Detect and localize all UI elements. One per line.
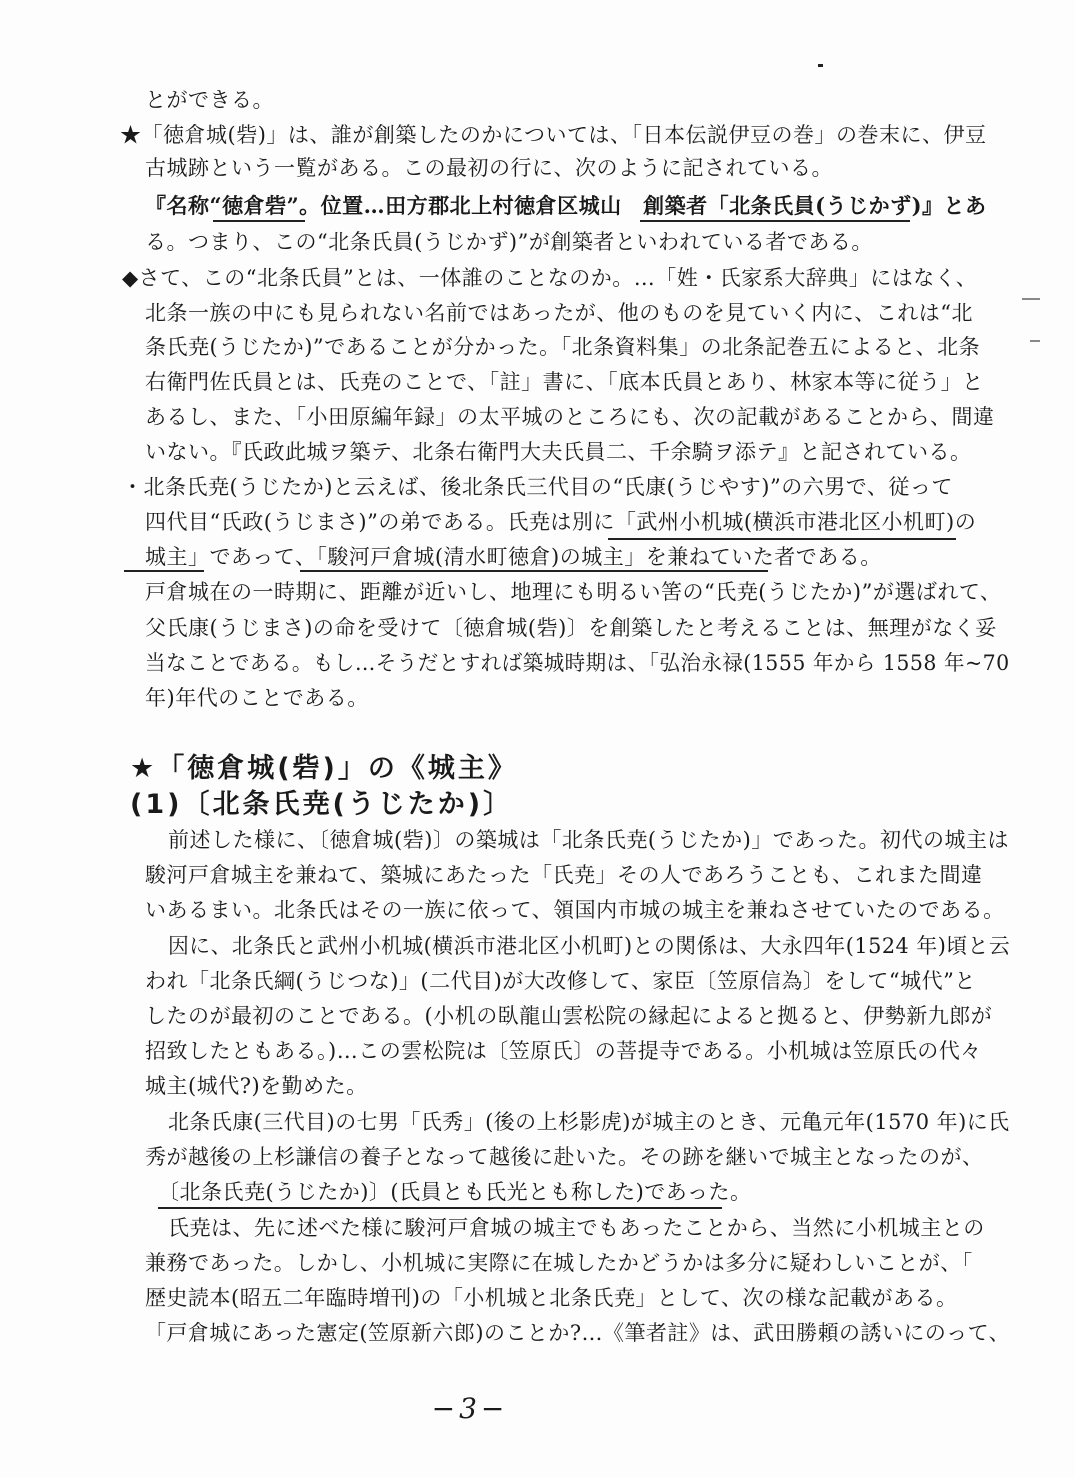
text-line: 「戸倉城にあった憲定(笠原新六郎)のことか?…《筆者註》は、武田勝頼の誘いにのって、 bbox=[145, 1321, 1011, 1345]
text-line: 〔北条氏尭(うじたか)〕(氏員とも氏光とも称した)であった。 bbox=[158, 1180, 752, 1204]
text-line: 当なことである。もし…そうだとすれば築城時期は、「弘治永禄(1555 年から 1558 年~70 bbox=[145, 651, 1010, 675]
underline bbox=[158, 1207, 722, 1209]
text-line: ◆さて、この“北条氏員”とは、一体誰のことなのか。…「姓・氏家系大辞典」にはなく、 bbox=[122, 266, 978, 290]
text-line: 招致したともある。)…この雲松院は〔笠原氏〕の菩提寺である。小机城は笠原氏の代々 bbox=[145, 1039, 982, 1063]
text-line: われ「北条氏綱(うじつな)」(二代目)が大改修して、家臣〔笠原信為〕をして“城代”と bbox=[145, 969, 976, 993]
subsection-heading: (1)〔北条氏尭(うじたか)〕 bbox=[130, 789, 514, 820]
page-number: −3− bbox=[431, 1392, 509, 1425]
underline bbox=[124, 570, 204, 572]
text-line: 条氏尭(うじたか)”であることが分かった。「北条資料集」の北条記巻五によると、北条 bbox=[145, 335, 981, 359]
text-line: 氏尭は、先に述べた様に駿河戸倉城の城主でもあったことから、当然に小机城主との bbox=[168, 1216, 985, 1240]
text-line: とができる。 bbox=[145, 88, 274, 112]
text-line: 駿河戸倉城主を兼ねて、築城にあたった「氏尭」その人であろうことも、これまた間違 bbox=[145, 863, 983, 887]
text-line: 兼務であった。しかし、小机城に実際に在城したかどうかは多分に疑わしいことが、「 bbox=[145, 1251, 973, 1275]
text-line: いあるまい。北条氏はその一族に依って、領国内市城の城主を兼ねさせていたのである。 bbox=[145, 898, 1005, 922]
text-line: 父氏康(うじまさ)の命を受けて〔徳倉城(砦)〕を創築したと考えることは、無理がなく妥 bbox=[145, 616, 997, 640]
scan-edge-mark bbox=[1030, 340, 1040, 342]
text-line: ★「徳倉城(砦)」は、誰が創築したのかについては、「日本伝説伊豆の巻」の巻末に、伊豆 bbox=[120, 123, 987, 147]
quote-line: 『名称“徳倉砦”。位置…田方郡北上村徳倉区城山 創築者「北条氏員(うじかず)』とあ bbox=[145, 193, 987, 218]
text-line: したのが最初のことである。(小机の臥龍山雲松院の縁起によると拠ると、伊勢新九郎が bbox=[145, 1004, 993, 1028]
text-line: 北条一族の中にも見られない名前ではあったが、他のものを見ていく内に、これは“北 bbox=[145, 301, 974, 325]
text-line: あるし、また、「小田原編年録」の太平城のところにも、次の記載があることから、間違 bbox=[145, 405, 995, 429]
text-line: 城主(城代?)を勤めた。 bbox=[145, 1074, 368, 1098]
text-line: 歴史読本(昭五二年臨時増刊)の「小机城と北条氏尭」として、次の様な記載がある。 bbox=[145, 1286, 958, 1310]
text-line: 戸倉城在の一時期に、距離が近いし、地理にも明るい筈の“氏尭(うじたか)”が選ばれて、 bbox=[145, 580, 1002, 604]
text-line: いない。『氏政此城ヲ築テ、北条右衛門大夫氏員二、千余騎ヲ添テ』と記されている。 bbox=[145, 440, 972, 464]
text-line: 年)年代のことである。 bbox=[145, 686, 369, 710]
text-line: 因に、北条氏と武州小机城(横浜市港北区小机町)との関係は、大永四年(1524 年)頃と云 bbox=[168, 934, 1011, 958]
text-line: 古城跡という一覧がある。この最初の行に、次のように記されている。 bbox=[145, 156, 833, 180]
text-line: る。つまり、この“北条氏員(うじかず)”が創築者といわれている者である。 bbox=[145, 230, 873, 254]
text-line: 城主」であって、「駿河戸倉城(清水町徳倉)の城主」を兼ねていた者である。 bbox=[145, 545, 882, 569]
underline bbox=[608, 538, 956, 540]
underline bbox=[300, 570, 768, 572]
scan-speck bbox=[818, 64, 823, 67]
section-heading: ★「徳倉城(砦)」の《城主》 bbox=[130, 753, 518, 784]
text-line: 四代目“氏政(うじまさ)”の弟である。氏尭は別に「武州小机城(横浜市港北区小机町)の bbox=[145, 510, 977, 534]
text-line: ・北条氏尭(うじたか)と云えば、後北条氏三代目の“氏康(うじやす)”の六男で、従って bbox=[122, 475, 953, 499]
text-line: 秀が越後の上杉謙信の養子となって越後に赴いた。その跡を継いで城主となったのが、 bbox=[145, 1145, 984, 1169]
text-line: 右衛門佐氏員とは、氏尭のことで、「註」書に、「底本氏員とあり、林家本等に従う」と bbox=[145, 370, 984, 394]
underline bbox=[640, 220, 910, 222]
text-line: 前述した様に、〔徳倉城(砦)〕の築城は「北条氏尭(うじたか)」であった。初代の城主は bbox=[168, 828, 1010, 852]
underline bbox=[213, 220, 305, 222]
scan-edge-mark bbox=[1022, 298, 1040, 300]
text-line: 北条氏康(三代目)の七男「氏秀」(後の上杉影虎)が城主のとき、元亀元年(1570 年)に氏 bbox=[168, 1110, 1010, 1134]
